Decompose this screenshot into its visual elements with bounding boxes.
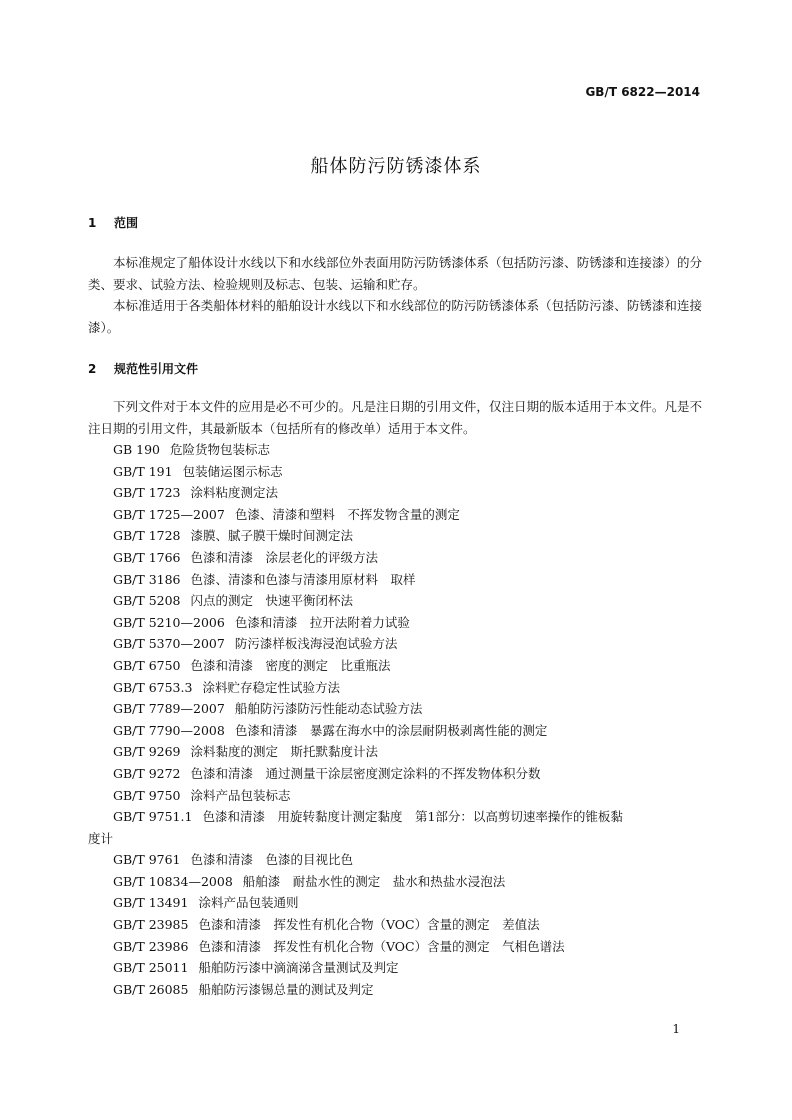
section-title: 规范性引用文件 [114,362,199,376]
reference-item [88,525,702,547]
reference-code: GB/T 1766 [113,549,181,565]
reference-code: GB/T 191 [113,463,173,479]
reference-code: GB/T 6753.3 [113,679,193,695]
reference-code: GB/T 25011 [113,960,189,976]
reference-title: 色漆和清漆 色漆的目视比色 [190,852,354,868]
reference-title: 涂料产品包装通则 [198,895,299,911]
reference-title: 船舶防污漆防污性能动态试验方法 [234,701,423,717]
reference-title: 涂料粘度测定法 [190,485,279,501]
reference-code: GB/T 26085 [113,981,189,997]
reference-title: 色漆和清漆 密度的测定 比重瓶法 [190,657,391,673]
reference-code: GB/T 5210—2006 [113,614,225,630]
reference-title: 色漆和清漆 暴露在海水中的涂层耐阴极剥离性能的测定 [234,722,548,738]
reference-title: 色漆和清漆 拉开法附着力试验 [234,614,410,630]
reference-title: 漆膜、腻子膜干燥时间测定法 [190,528,354,544]
reference-item [88,785,702,807]
reference-code: GB 190 [113,442,161,457]
document-title: 船体防污防锈漆体系 [310,156,482,177]
reference-code: GB/T 3186 [113,571,181,587]
reference-title: 防污漆样板浅海浸泡试验方法 [234,636,398,652]
scope-paragraph-1: 本标准规定了船体设计水线以下和水线部位外表面用防污防锈漆体系（包括防污漆、防锈漆和连接漆）的分类、要求、试验方法、检验规则及标志、包装、运输和贮存。 [88,255,702,292]
reference-item [88,612,702,634]
standard-code: GB/T 6822—2014 [585,85,700,99]
reference-code: GB/T 5370—2007 [113,636,225,652]
reference-item [88,461,702,483]
section-number: 1 [88,216,97,230]
reference-title: 闪点的测定 快速平衡闭杯法 [190,593,354,609]
reference-item [88,633,702,655]
reference-code: GB/T 5208 [113,593,181,609]
reference-code: GB/T 10834—2008 [113,873,233,889]
reference-code: GB/T 1723 [113,485,181,501]
reference-item [88,763,702,785]
reference-code: GB/T 1725—2007 [113,506,225,522]
reference-item [88,590,702,612]
references-intro-paragraph: 下列文件对于本文件的应用是必不可少的。凡是注日期的引用文件，仅注日期的版本适用于本文件。凡是不注日期的引用文件，其最新版本（包括所有的修改单）适用于本文件。 [88,399,702,436]
reference-item [88,914,702,936]
reference-item [88,806,702,828]
reference-title: 涂料贮存稳定性试验方法 [202,679,340,695]
reference-title: 色漆和清漆 涂层老化的评级方法 [190,549,379,565]
section-title: 范围 [114,216,139,230]
reference-title: 船舶防污漆中滴滴涕含量测试及判定 [198,960,399,976]
reference-title: 色漆、清漆和色漆与清漆用原材料 取样 [190,571,416,587]
reference-item [88,482,702,504]
reference-item [88,892,702,914]
reference-code: GB/T 13491 [113,895,189,911]
reference-item [88,569,702,591]
reference-item [88,439,702,461]
reference-title: 色漆和清漆 挥发性有机化合物（VOC）含量的测定 差值法 [198,917,540,933]
section-heading-normative-references [88,358,702,380]
page-number: 1 [672,1022,680,1036]
reference-code: GB/T 23985 [113,917,189,933]
reference-title: 色漆和清漆 通过测量干涂层密度测定涂料的不挥发物体积分数 [190,765,541,781]
reference-item [88,720,702,742]
reference-code: GB/T 7789—2007 [113,701,225,717]
reference-item [88,698,702,720]
reference-code: GB/T 9269 [113,744,181,760]
reference-item [88,655,702,677]
section-heading-scope [88,212,702,234]
reference-title: 船舶漆 耐盐水性的测定 盐水和热盐水浸泡法 [242,873,506,889]
reference-item [88,979,702,1001]
reference-code: GB/T 9272 [113,765,181,781]
reference-code: GB/T 9750 [113,787,181,803]
reference-item [88,677,702,699]
reference-code: GB/T 23986 [113,938,189,954]
reference-code: GB/T 9761 [113,852,181,868]
reference-title: 船舶防污漆锡总量的测试及判定 [198,981,374,997]
reference-item [88,936,702,958]
reference-item [88,849,702,871]
section-number: 2 [88,362,97,376]
reference-item [88,871,702,893]
reference-title: 危险货物包装标志 [170,442,271,457]
reference-title: 色漆和清漆 用旋转黏度计测定黏度 第1部分：以高剪切速率操作的锥板黏 [202,809,623,825]
reference-item [88,547,702,569]
reference-title: 包装储运图示标志 [182,463,283,479]
reference-code: GB/T 6750 [113,657,181,673]
reference-title: 涂料黏度的测定 斯托默黏度计法 [190,744,379,760]
reference-code: GB/T 7790—2008 [113,722,225,738]
reference-list [88,439,702,1000]
reference-item [88,957,702,979]
document-body [88,212,702,1000]
reference-title: 涂料产品包装标志 [190,787,291,803]
reference-item [88,504,702,526]
reference-item [88,741,702,763]
reference-title: 色漆、清漆和塑料 不挥发物含量的测定 [234,506,460,522]
reference-code: GB/T 1728 [113,528,181,544]
scope-paragraph-2: 本标准适用于各类船体材料的船舶设计水线以下和水线部位的防污防锈漆体系（包括防污漆、防锈漆和连接漆）。 [88,298,702,335]
reference-code: GB/T 9751.1 [113,809,193,825]
reference-title: 色漆和清漆 挥发性有机化合物（VOC）含量的测定 气相色谱法 [198,938,565,954]
reference-item-continuation: 度计 [88,830,114,846]
